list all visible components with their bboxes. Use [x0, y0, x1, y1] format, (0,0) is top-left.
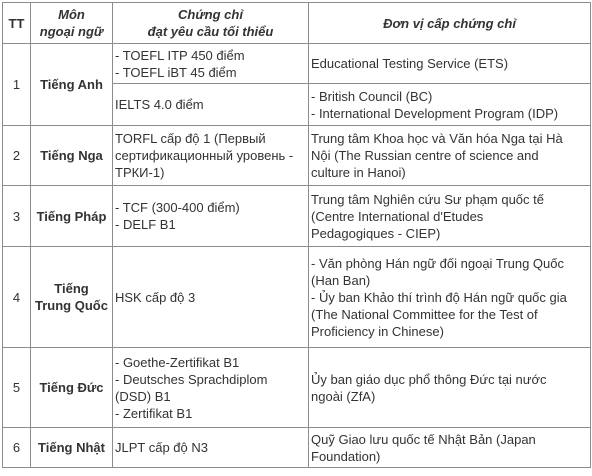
certificate-table — [2, 2, 591, 468]
header-certificate-line: Chứng chỉ — [178, 7, 243, 22]
organization-line: (The National Committee for the Test of — [311, 306, 538, 322]
language-line: Tiếng Pháp — [36, 208, 107, 224]
table-row — [3, 247, 591, 348]
certificate-cell — [113, 428, 309, 468]
row-number: 1 — [3, 44, 31, 126]
language-line: Tiếng Nga — [40, 148, 103, 163]
certificate-cell — [113, 247, 309, 348]
certificate-cell — [113, 348, 309, 428]
certificate-line: IELTS 4.0 điểm — [115, 97, 204, 112]
organization-line: Quỹ Giao lưu quốc tế Nhật Bản (Japan — [311, 431, 536, 447]
organization-line: - Ủy ban Khảo thí trình độ Hán ngữ quốc gia — [311, 289, 567, 305]
certificate-cell — [113, 186, 309, 247]
table-row — [3, 44, 591, 84]
header-organization: Đơn vị cấp chứng chỉ — [309, 3, 591, 44]
header-subject-line: Môn — [58, 7, 85, 22]
organization-cell — [309, 428, 591, 468]
language-line: Tiếng Anh — [40, 77, 103, 92]
organization-line: Foundation) — [311, 448, 381, 464]
organization-line: culture in Hanoi) — [311, 165, 406, 180]
header-subject — [31, 3, 113, 44]
organization-line: Nội (The Russian centre of science and — [311, 148, 539, 163]
row-number: 2 — [3, 126, 31, 186]
organization-line: Ủy ban giáo dục phổ thông Đức tại nước — [311, 371, 547, 387]
header-row — [3, 3, 591, 44]
language-cell — [31, 348, 113, 428]
organization-line: (Han Ban) — [311, 272, 371, 288]
organization-line: Trung tâm Khoa học và Văn hóa Nga tại Hà — [311, 131, 563, 146]
language-cell — [31, 186, 113, 247]
row-number: 5 — [3, 348, 31, 428]
certificate-line: TORFL cấp độ 1 (Первый — [115, 131, 266, 146]
language-line: Trung Quốc — [35, 298, 108, 313]
organization-line: Educational Testing Service (ETS) — [311, 56, 509, 71]
certificate-cell — [113, 126, 309, 186]
certificate-line: ТРКИ-1) — [115, 165, 165, 180]
row-number: 4 — [3, 247, 31, 348]
language-line: Tiếng — [54, 281, 89, 296]
certificate-line: - TCF (300-400 điểm) — [115, 200, 240, 215]
certificate-line: - DELF B1 — [115, 217, 176, 232]
organization-line: - British Council (BC) — [311, 88, 433, 104]
organization-cell — [309, 247, 591, 348]
language-cell — [31, 44, 113, 126]
organization-line: (Centre International d'Etudes — [311, 208, 484, 224]
organization-cell — [309, 348, 591, 428]
organization-cell — [309, 186, 591, 247]
language-line: Tiếng Nhật — [38, 440, 105, 455]
row-number: 3 — [3, 186, 31, 247]
organization-cell — [309, 126, 591, 186]
certificate-line: - TOEFL ITP 450 điểm — [115, 47, 245, 63]
certificate-line: - Zertifikat B1 — [115, 405, 193, 421]
header-subject-line: ngoại ngữ — [39, 24, 104, 39]
certificate-line: - Goethe-Zertifikat B1 — [115, 354, 240, 370]
table-row — [3, 186, 591, 247]
language-cell — [31, 428, 113, 468]
certificate-line: сертификационный уровень - — [115, 148, 294, 163]
certificate-cell — [113, 44, 309, 84]
organization-line: ngoài (ZfA) — [311, 388, 376, 404]
organization-cell — [309, 44, 591, 84]
certificate-line: (DSD) B1 — [115, 388, 171, 404]
row-number: 6 — [3, 428, 31, 468]
certificate-line: HSK cấp độ 3 — [115, 289, 196, 305]
organization-line: Pedagogiques - CIEP) — [311, 225, 441, 241]
header-certificate — [113, 3, 309, 44]
organization-line: - International Development Program (IDP) — [311, 105, 559, 121]
header-certificate-line: đạt yêu cầu tối thiểu — [147, 24, 274, 39]
table-row — [3, 126, 591, 186]
organization-line: - Văn phòng Hán ngữ đối ngoại Trung Quốc — [311, 255, 564, 271]
organization-line: Proficiency in Chinese) — [311, 323, 444, 339]
language-line: Tiếng Đức — [39, 380, 104, 395]
language-cell — [31, 126, 113, 186]
organization-cell — [309, 84, 591, 126]
language-cell — [31, 247, 113, 348]
table-row — [3, 348, 591, 428]
certificate-line: - Deutsches Sprachdiplom — [115, 371, 268, 387]
header-tt: TT — [3, 3, 31, 44]
certificate-cell — [113, 84, 309, 126]
table-row — [3, 428, 591, 468]
organization-line: Trung tâm Nghiên cứu Sư phạm quốc tế — [311, 191, 544, 207]
certificate-line: JLPT cấp độ N3 — [115, 440, 208, 455]
certificate-line: - TOEFL iBT 45 điểm — [115, 64, 237, 80]
